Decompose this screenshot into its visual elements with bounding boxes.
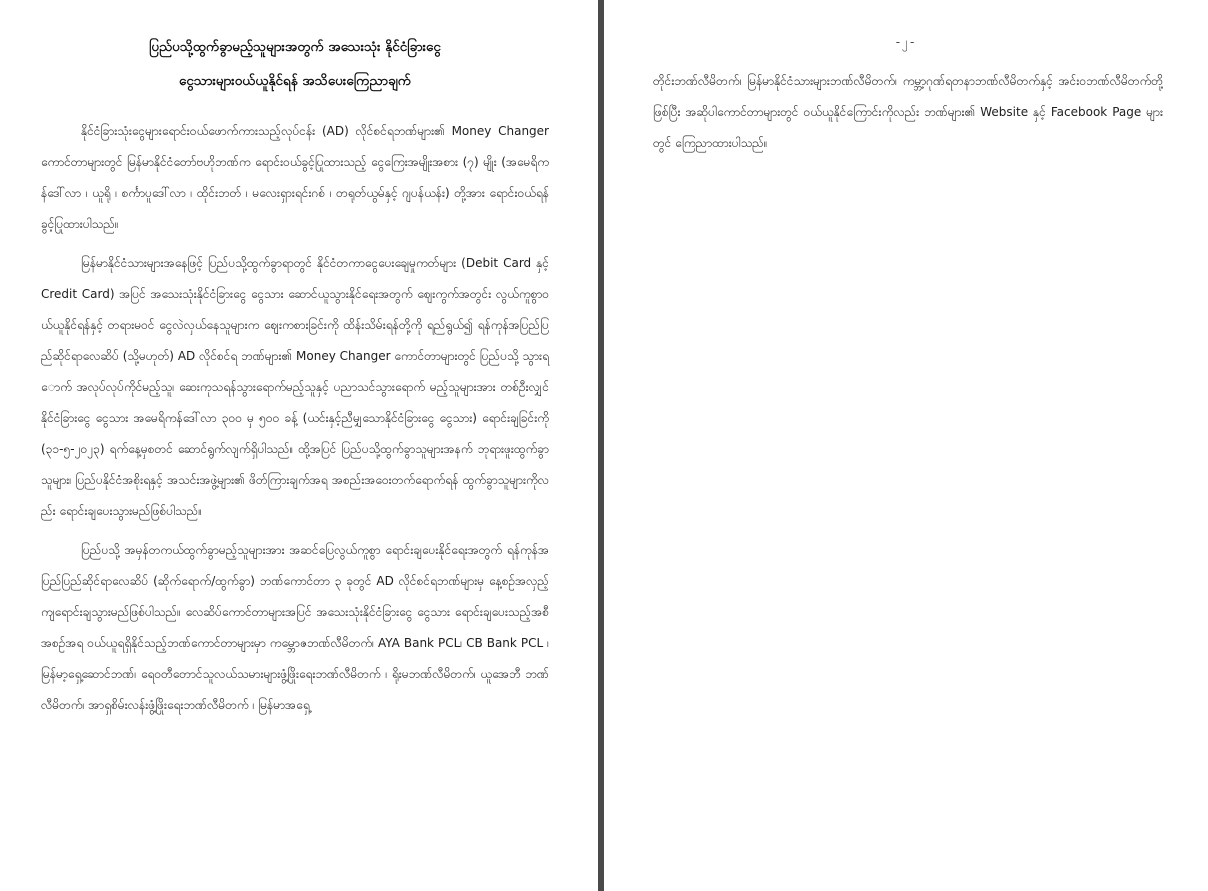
announcement-title-line-1: ပြည်ပသို့ထွက်ခွာမည့်သူများအတွက် အသေးသုံး နိုင်ငံခြားငွေ <box>149 39 441 55</box>
paragraph-4: တိုင်းဘဏ်လီမိတက်၊ မြန်မာနိုင်ငံသားများဘဏ်လီမိတက်၊ ကမ္ဘာ့ဂုဏ်ရတနာဘဏ်လီမိတက်နှင့် အင်းဝဘဏ်လီမိတက်တို့ဖြစ်ပြီး အဆိုပါကောင်တာများတွင် ဝယ်ယူနိုင်ကြောင်းကိုလည်း ဘဏ်များ၏ Website နှင့် Facebook Page များတွင် ကြေညာထားပါသည်။ <box>653 74 1163 150</box>
document-page-right <box>604 0 1208 891</box>
document-page-left <box>0 0 598 891</box>
page-number: -၂- <box>895 35 917 49</box>
announcement-title-line-2: ငွေသားများဝယ်ယူနိုင်ရန် အသိပေးကြေညာချက် <box>179 73 411 89</box>
right-body-text <box>653 66 1163 167</box>
paragraph-1: နိုင်ငံခြားသုံးငွေများရောင်းဝယ်ဖောက်ကားသည့်လုပ်ငန်း (AD) လိုင်စင်ရဘဏ်များ၏ Money Changer ကောင်တာများတွင် မြန်မာနိုင်ငံတော်ဗဟိုဘဏ်က ရောင်းဝယ်ခွင့်ပြုထားသည့် ငွေကြေးအမျိုးအစား (၇) မျိုး (အမေရိကန်ဒေါ်လာ ၊ ယူရို ၊ စင်္ကာပူဒေါ်လာ ၊ ထိုင်းဘတ် ၊ မလေးရှားရင်းဂစ် ၊ တရုတ်ယွမ်နှင့် ဂျပန်ယန်း) တို့အား ရောင်းဝယ်ရန် ခွင့်ပြုထားပါသည်။ <box>41 124 549 231</box>
paragraph-2: မြန်မာနိုင်ငံသားများအနေဖြင့် ပြည်ပသို့ထွက်ခွာရာတွင် နိုင်ငံတကာငွေပေးချေမှုကတ်များ (Debit Card နှင့် Credit Card) အပြင် အသေးသုံးနိုင်ငံခြားငွေ ငွေသား ဆောင်ယူသွားနိုင်ရေးအတွက် ဈေးကွက်အတွင်း လွယ်ကူစွာဝယ်ယူနိုင်ရန်နှင့် တရားမဝင် ငွေလဲလှယ်နေသူများက ဈေးကစားခြင်းကို ထိန်းသိမ်းရန်တို့ကို ရည်ရွယ်၍ ရန်ကုန်အပြည်ပြည်ဆိုင်ရာလေဆိပ် (သို့မဟုတ်) AD လိုင်စင်ရ ဘဏ်များ၏ Money Changer ကောင်တာများတွင် ပြည်ပသို့ သွားရောက် အလုပ်လုပ်ကိုင်မည့်သူ၊ ဆေးကုသရန်သွားရောက်မည့်သူနှင့် ပညာသင်သွားရောက် မည့်သူများအား တစ်ဦးလျှင် နိုင်ငံခြားငွေ ငွေသား အမေရိကန်ဒေါ်လာ ၃၀၀ မှ ၅၀၀ ခန့် (ယင်းနှင့်ညီမျှသောနိုင်ငံခြားငွေ ငွေသား) ရောင်းချခြင်းကို (၃၁-၅-၂၀၂၃) ရက်နေ့မှစတင် ဆောင်ရွက်လျက်ရှိပါသည်။ ထို့အပြင် ပြည်ပသို့ထွက်ခွာသူများအနက် ဘုရားဖူးထွက်ခွာသူများ၊ ပြည်ပနိုင်ငံအစိုးရနှင့် အသင်းအဖွဲ့များ၏ ဖိတ်ကြားချက်အရ အစည်းအဝေးတက်ရောက်ရန် ထွက်ခွာသူများကိုလည်း ရောင်းချပေးသွားမည်ဖြစ်ပါသည်။ <box>41 256 550 518</box>
paragraph-3: ပြည်ပသို့ အမှန်တကယ်ထွက်ခွာမည့်သူများအား အဆင်ပြေလွယ်ကူစွာ ရောင်းချပေးနိုင်ရေးအတွက် ရန်ကုန်အပြည်ပြည်ဆိုင်ရာလေဆိပ် (ဆိုက်ရောက်/ထွက်ခွာ) ဘဏ်ကောင်တာ ၃ ခုတွင် AD လိုင်စင်ရဘဏ်များမှ နေ့စဉ်အလှည့်ကျရောင်းချသွားမည်ဖြစ်ပါသည်။ လေဆိပ်ကောင်တာများအပြင် အသေးသုံးနိုင်ငံခြားငွေ ငွေသား ရောင်းချပေးသည့်အစီအစဉ်အရ ဝယ်ယူရရှိနိုင်သည့်ဘဏ်ကောင်တာများမှာ ကမ္ဘောဇဘဏ်လီမိတက်၊ AYA Bank PCL၊ CB Bank PCL ၊ မြန်မာ့ရှေ့ဆောင်ဘဏ်၊ ရေဝတီတောင်သူလယ်သမားများဖွံ့ဖြိုးရေးဘဏ်လီမိတက် ၊ ရိုးမဘဏ်လီမိတက်၊ ယူအေဘီ ဘဏ်လီမိတက်၊ အာရှစိမ်းလန်းဖွံ့ဖြိုးရေးဘဏ်လီမိတက် ၊ မြန်မာအရှေ့ <box>41 543 549 712</box>
left-body-text <box>41 116 549 729</box>
